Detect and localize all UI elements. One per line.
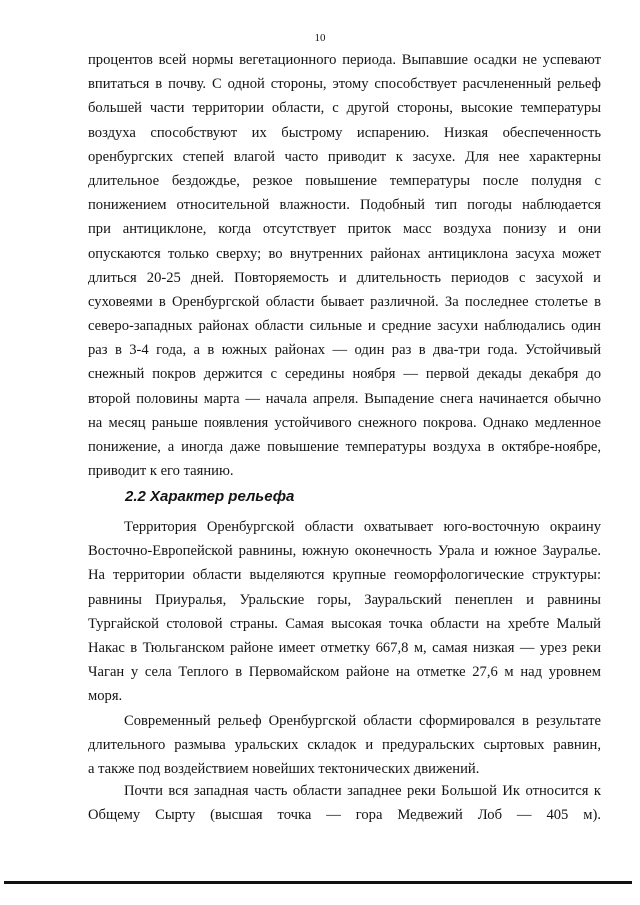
text-line: а также под воздействием новейших тектонических движений.: [88, 761, 480, 778]
text-line: Тургайской столовой страны. Самая высокая точка области на хребте Малый: [88, 615, 601, 632]
text-line: Общему Сырту (высшая точка — гора Медвежий Лоб — 405 м).: [88, 807, 601, 824]
text-line: суховеями в Оренбургской области бывает различной. За последнее столетье в: [88, 293, 601, 310]
text-line: На территории области выделяются крупные геоморфологические структуры:: [88, 567, 601, 584]
text-line: длиться 20-25 дней. Повторяемость и длительность периодов с засухой и: [88, 269, 601, 286]
text-line: раз в 3-4 года, а в южных районах — один раз в два-три года. Устойчивый: [88, 342, 601, 359]
text-line: оренбургских степей влагой часто приводит к засухе. Для нее характерны: [88, 148, 601, 165]
text-line: воздуха способствуют их быстрому испарению. Низкая обеспеченность: [88, 124, 601, 141]
text-line: впитаться в почву. С одной стороны, этому способствует расчлененный рельеф: [88, 76, 601, 93]
text-line: Современный рельеф Оренбургской области сформировался в результате: [124, 713, 601, 729]
text-line: приводит к его таянию.: [88, 463, 234, 480]
text-line: снежный покров держится с середины ноября — первой декады декабря до: [88, 366, 601, 383]
text-line: процентов всей нормы вегетационного периода. Выпавшие осадки не успевают: [88, 52, 601, 68]
paragraph-syrt: [88, 779, 601, 827]
text-line: моря.: [88, 688, 123, 705]
text-line: понижением относительной влажности. Подобный тип погоды наблюдается: [88, 197, 601, 214]
text-line: Накас в Тюльганском районе имеет отметку 667,8 м, самая низкая — урез реки: [88, 639, 601, 656]
text-line: понижение, а иногда даже повышение температуры воздуха в октябре-ноябре,: [88, 439, 601, 455]
section-heading: 2.2 Характер рельефа: [125, 488, 295, 505]
bottom-rule: [4, 881, 632, 884]
paragraph-climate: [88, 48, 601, 483]
text-line: при антициклоне, когда отсутствует приток масс воздуха понизу и они: [88, 221, 601, 238]
paragraph-relief: [88, 709, 601, 782]
text-line: на месяц раньше появления устойчивого снежного покрова. Однако медленное: [88, 414, 601, 431]
text-line: большей части территории области, с другой стороны, высокие температуры: [88, 100, 601, 117]
text-line: Чаган у села Теплого в Первомайском районе на отметке 27,6 м над уровнем: [88, 664, 601, 681]
text-line: длительное бездождье, резкое повышение температуры после полудня с: [88, 172, 601, 189]
text-line: Восточно-Европейской равнины, южную оконечность Урала и южное Зауралье.: [88, 543, 601, 560]
text-line: Почти вся западная часть области западнее реки Большой Ик относится к: [124, 783, 601, 799]
text-line: второй половины марта — начала апреля. Выпадение снега начинается обычно: [88, 390, 601, 407]
page-number: 10: [314, 32, 326, 44]
text-line: Территория Оренбургской области охватывает юго-восточную окраину: [124, 519, 601, 535]
text-line: северо-западных районах области сильные и средние засухи наблюдались один: [88, 318, 601, 335]
paragraph-territory: [88, 515, 601, 709]
text-line: равнины Приуралья, Уральские горы, Зауральский пенеплен и равнины: [88, 591, 601, 608]
text-line: длительного размыва уральских складок и предуральских сыртовых равнин,: [88, 737, 601, 754]
text-line: опускаются только сверху; во внутренних районах антициклона засуха может: [88, 245, 601, 262]
